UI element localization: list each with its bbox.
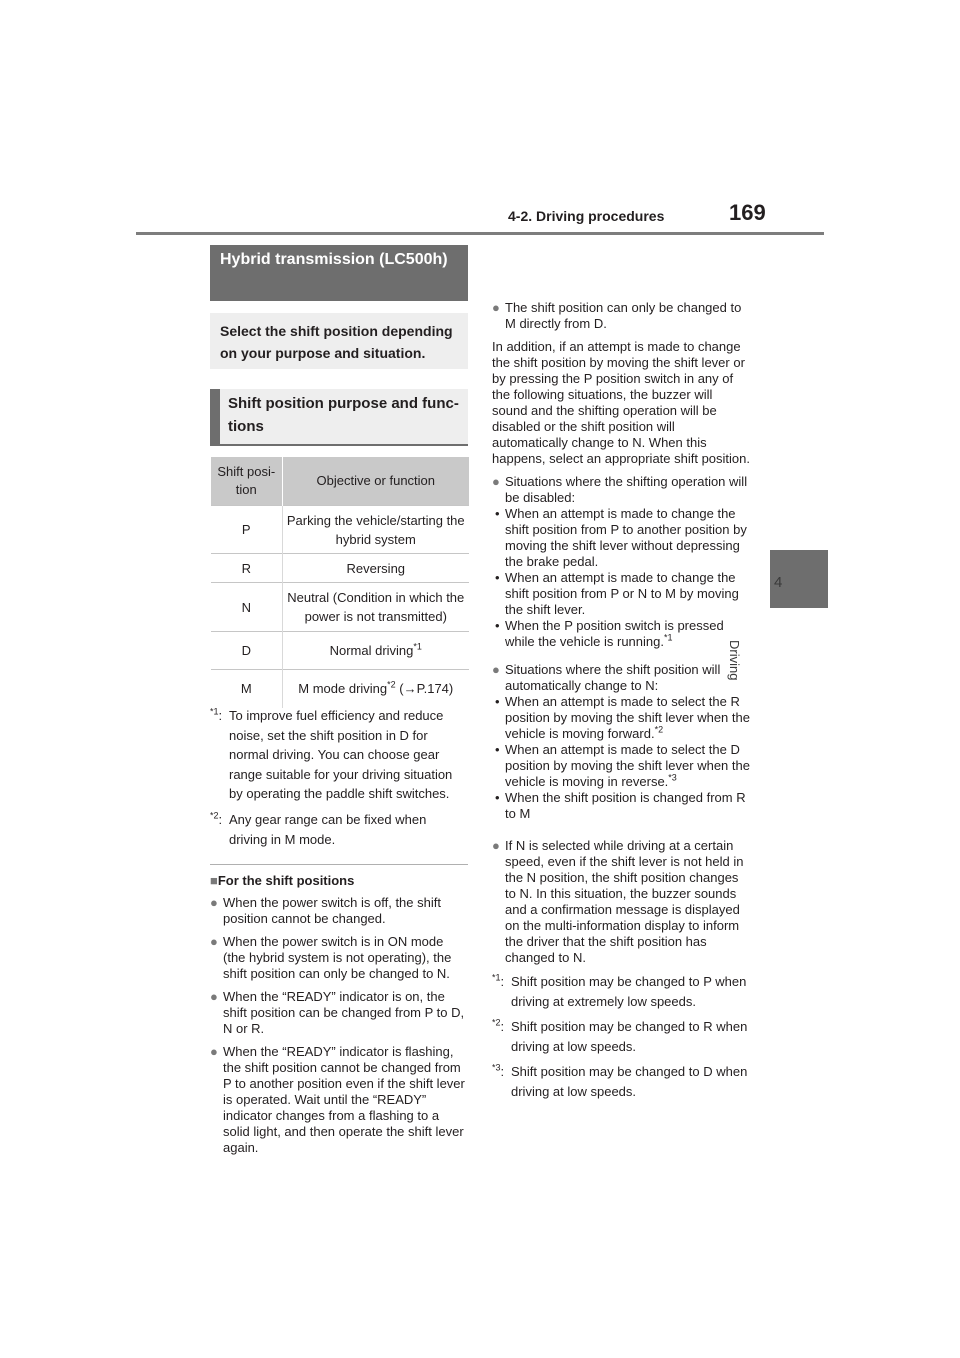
footnote-mark: *2 xyxy=(210,810,219,821)
list-item-text: Situations where the shift position will automatically change to N: xyxy=(505,662,721,693)
list-item xyxy=(210,1044,468,1156)
footnote xyxy=(210,810,468,849)
sub-list-item xyxy=(492,694,752,742)
list-item-text: When the power switch is in ON mode (the hybrid system is not operating), the shift position can only be changed to N. xyxy=(223,934,452,981)
subsection-title: Shift position purpose and func-tions xyxy=(210,389,468,446)
footnote-ref: *1 xyxy=(663,632,673,643)
footnote-text: Any gear range can be fixed when driving in M mode. xyxy=(229,812,427,847)
footnote-text: To improve fuel efficiency and reduce noise, set the shift position in D for normal driving. You can choose gear range suitable for your driving situation by operating the paddle shift switches. xyxy=(229,708,453,801)
table-header-row xyxy=(211,457,469,506)
section-header: 4-2. Driving procedures xyxy=(508,208,665,224)
footnote-colon: : xyxy=(218,708,223,723)
section-title: Hybrid transmission (LC500h) xyxy=(210,245,468,301)
circle-bullet-icon: ● xyxy=(210,1044,218,1059)
footnote xyxy=(492,1062,750,1101)
chapter-tab-number: 4 xyxy=(774,574,783,591)
table-cell-function: Neutral (Condition in which the power is not transmitted) xyxy=(282,583,469,632)
footnote-mark: *2 xyxy=(492,1017,501,1028)
table-cell-function xyxy=(282,632,469,670)
footnote-ref: *3 xyxy=(668,772,677,783)
sub-list-item: • When an attempt is made to change the shift position from P to another position by moving the shift lever without depressing the brake pedal. xyxy=(492,506,752,570)
footnote-mark: *3 xyxy=(492,1062,501,1073)
function-text: M mode driving xyxy=(298,681,388,697)
page-number: 169 xyxy=(729,200,766,225)
footnote xyxy=(210,706,468,804)
sub-list-item: • When an attempt is made to change the shift position from P or N to M by moving the shift lever. xyxy=(492,570,752,618)
header-divider xyxy=(136,232,824,235)
table-row xyxy=(211,506,469,554)
sub-list-item: • When the shift position is changed from R to M xyxy=(492,790,752,822)
sub-list-item-text: When the P position switch is pressed while the vehicle is running. xyxy=(505,618,724,649)
table-cell-function: Reversing xyxy=(282,554,469,583)
table-row xyxy=(211,632,469,670)
function-text: Normal driving xyxy=(329,643,414,658)
footnote xyxy=(492,972,750,1011)
table-cell-position: R xyxy=(211,554,282,583)
list-item xyxy=(210,934,468,982)
sub-list-item xyxy=(492,742,752,790)
footnote-text: Shift position may be changed to D when driving at low speeds. xyxy=(511,1064,748,1099)
circle-bullet-icon: ● xyxy=(210,934,218,949)
table-header-function: Objective or function xyxy=(282,457,469,506)
footnote-text: Shift position may be changed to R when driving at low speeds. xyxy=(511,1019,748,1054)
footnote-mark: *1 xyxy=(210,706,219,717)
table-row xyxy=(211,670,469,708)
table-row xyxy=(211,554,469,583)
sub-list-item-text: When an attempt is made to select the D position by moving the shift lever when the vehicle is moving in reverse. xyxy=(505,742,750,789)
list-item-text: When the “READY” indicator is on, the shift position can be changed from P to D, N or R. xyxy=(223,989,465,1036)
circle-bullet-icon: ● xyxy=(492,300,500,315)
footnote xyxy=(492,1017,750,1056)
footnote-colon: : xyxy=(218,812,223,827)
footnote-ref: *2 xyxy=(387,679,396,690)
table-cell-position: N xyxy=(211,583,282,632)
list-item-text: When the power switch is off, the shift position cannot be changed. xyxy=(223,895,441,926)
list-item xyxy=(492,838,750,966)
list-item xyxy=(492,662,752,822)
subheading-text: For the shift positions xyxy=(217,873,355,888)
sub-list-item-text: When an attempt is made to select the R position by moving the shift lever when the vehicle is moving forward. xyxy=(505,694,750,741)
table-cell-position: D xyxy=(211,632,282,670)
circle-bullet-icon: ● xyxy=(210,989,218,1004)
list-item-text: If N is selected while driving at a certain speed, even if the shift lever is not held in the N position, the shift position changes to N. In this situation, the buzzer sounds and a confirmation message is displayed on the multi-information display to inform the driver that the shift position has changed to N. xyxy=(505,838,744,965)
list-item xyxy=(492,300,750,332)
circle-bullet-icon: ● xyxy=(492,838,500,853)
section-intro: Select the shift position depending on your purpose and situation. xyxy=(210,313,468,369)
list-item xyxy=(210,989,468,1037)
table-cell-position: P xyxy=(211,506,282,554)
list-item xyxy=(210,895,468,927)
circle-bullet-icon: ● xyxy=(210,895,218,910)
table-cell-function: Parking the vehicle/starting the hybrid system xyxy=(282,506,469,554)
footnote-ref: *2 xyxy=(654,724,664,735)
footnote-text: Shift position may be changed to P when driving at extremely low speeds. xyxy=(511,974,747,1009)
square-bullet-icon: ■ xyxy=(210,873,218,888)
section-divider xyxy=(210,864,468,865)
circle-bullet-icon: ● xyxy=(492,662,500,677)
footnote-colon: : xyxy=(500,1019,505,1034)
sub-list-item xyxy=(492,618,752,650)
footnote-colon: : xyxy=(500,1064,505,1079)
footnote-ref: *1 xyxy=(413,641,422,652)
table-header-position: Shift posi-tion xyxy=(211,457,282,506)
list-item-text: The shift position can only be changed to M directly from D. xyxy=(505,300,742,331)
page-reference-link[interactable]: (→P.174) xyxy=(399,681,454,697)
circle-bullet-icon: ● xyxy=(492,474,500,489)
list-item-text: When the “READY” indicator is flashing, the shift position cannot be changed from P to another position even if the shift lever is operated. Wait until the “READY” indicator changes from a flashing to a solid light, and then operate the shift lever again. xyxy=(223,1044,465,1155)
table-cell-function xyxy=(282,670,469,708)
body-paragraph: In addition, if an attempt is made to change the shift position by moving the shift lever or by pressing the P position switch in any of the following situations, the buzzer will sound and the shifting operation will be disabled or the shift position will automatically change to N. When this happens, select an appropriate shift position. xyxy=(492,339,751,466)
chapter-tab-label: Driving xyxy=(727,640,742,681)
table-row xyxy=(211,583,469,632)
table-cell-position: M xyxy=(211,670,282,708)
footnote-colon: : xyxy=(500,974,505,989)
footnote-mark: *1 xyxy=(492,972,501,983)
list-item xyxy=(492,474,752,650)
list-item-text: Situations where the shifting operation will be disabled: xyxy=(505,474,748,505)
shift-position-table xyxy=(211,457,469,708)
subheading xyxy=(210,873,468,889)
